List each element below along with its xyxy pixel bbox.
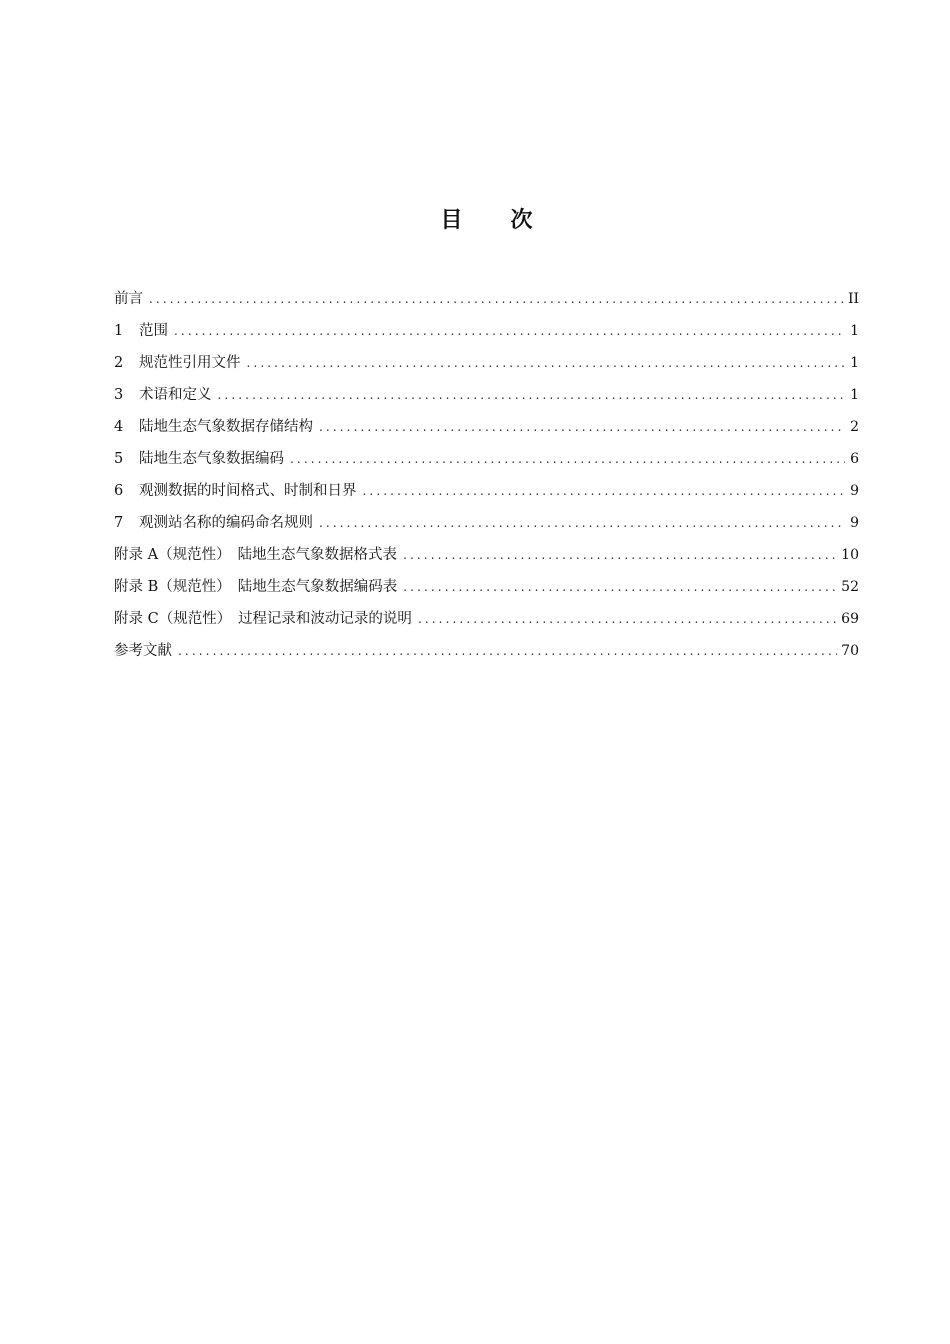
- toc-entry-label: 前言: [114, 291, 143, 307]
- toc-dot-leader: [363, 477, 846, 505]
- toc-dot-leader: [319, 413, 845, 441]
- toc-entry-number: 1: [114, 323, 124, 339]
- toc-entry-3[interactable]: [114, 381, 859, 413]
- toc-entry-number: 2: [114, 355, 124, 371]
- toc-entry-label: 范围: [139, 323, 168, 339]
- toc-entry-label: 陆地生态气象数据存储结构: [139, 419, 313, 435]
- toc-entry-label: 术语和定义: [139, 387, 212, 403]
- toc-entry-5[interactable]: [114, 445, 859, 477]
- toc-dot-leader: [418, 605, 837, 633]
- toc-entry-1[interactable]: [114, 317, 859, 349]
- page-title-part2: 次: [510, 208, 535, 233]
- toc-dot-leader: [403, 573, 837, 601]
- toc-dot-leader: [290, 445, 845, 473]
- toc-entry-label: 规范性引用文件: [139, 355, 241, 371]
- toc-entry-page: 70: [841, 643, 859, 659]
- toc-entry-label: 附录 A（规范性）: [114, 547, 231, 563]
- toc-entry-number: 6: [114, 483, 124, 499]
- toc-entry-number: 4: [114, 419, 124, 435]
- toc-entry-subtitle: 陆地生态气象数据编码表: [237, 579, 398, 595]
- toc-entry-foreword[interactable]: [114, 285, 859, 317]
- toc-entry-annex-b[interactable]: [114, 573, 859, 605]
- toc-entry-label: 观测站名称的编码命名规则: [139, 515, 313, 531]
- toc-entry-label: 陆地生态气象数据编码: [139, 451, 284, 467]
- toc-dot-leader: [319, 509, 845, 537]
- toc-entry-number: 3: [114, 387, 124, 403]
- toc-entry-subtitle: 过程记录和波动记录的说明: [237, 611, 412, 627]
- toc-entry-label: 观测数据的时间格式、时制和日界: [139, 483, 357, 499]
- toc-entry-label: 附录 C（规范性）: [114, 611, 232, 627]
- toc-entry-7[interactable]: [114, 509, 859, 541]
- toc-entry-number: 7: [114, 515, 124, 531]
- toc-entry-page: 2: [850, 419, 859, 435]
- toc-entry-page: 1: [850, 387, 859, 403]
- toc-dot-leader: [218, 381, 846, 409]
- page-title: [0, 203, 950, 234]
- toc-entry-annex-a[interactable]: [114, 541, 859, 573]
- toc-entry-page: 1: [850, 323, 859, 339]
- toc-dot-leader: [403, 541, 837, 569]
- toc-entry-subtitle: 陆地生态气象数据格式表: [237, 547, 398, 563]
- toc-dot-leader: [178, 637, 837, 665]
- toc-entry-page: 52: [841, 579, 859, 595]
- toc-dot-leader: [174, 317, 845, 345]
- toc-entry-page: 9: [850, 515, 859, 531]
- table-of-contents: [114, 285, 859, 669]
- toc-dot-leader: [247, 349, 846, 377]
- toc-entry-6[interactable]: [114, 477, 859, 509]
- toc-entry-page: 1: [850, 355, 859, 371]
- toc-entry-page: 69: [841, 611, 859, 627]
- toc-entry-number: 5: [114, 451, 124, 467]
- toc-entry-page: 6: [850, 451, 859, 467]
- toc-entry-page: 10: [841, 547, 859, 563]
- toc-entry-4[interactable]: [114, 413, 859, 445]
- toc-entry-page: 9: [850, 483, 859, 499]
- toc-entry-label: 附录 B（规范性）: [114, 579, 231, 595]
- toc-entry-2[interactable]: [114, 349, 859, 381]
- toc-entry-label: 参考文献: [114, 643, 172, 659]
- page-title-part1: 目: [440, 208, 465, 233]
- toc-entry-page: II: [847, 291, 859, 307]
- toc-entry-annex-c[interactable]: [114, 605, 859, 637]
- toc-entry-references[interactable]: [114, 637, 859, 669]
- toc-dot-leader: [149, 285, 844, 313]
